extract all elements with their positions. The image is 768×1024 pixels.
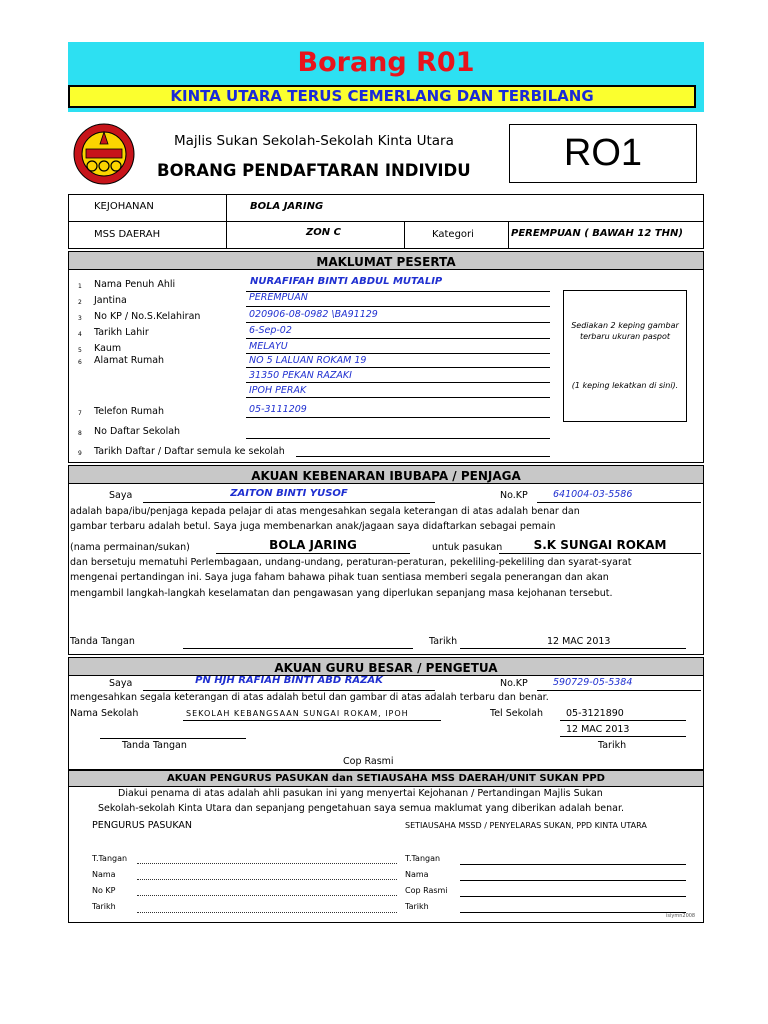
- ibubapa-statement-3: dan bersetuju mematuhi Perlembagaan, undang-undang, peraturan-peraturan, pekeliling-pekeliling dan syarat-syarat: [70, 557, 632, 568]
- ibubapa-signature-line[interactable]: [183, 648, 413, 649]
- pengurus-nokp-field[interactable]: [137, 895, 397, 896]
- ibubapa-tarikh-label: Tarikh: [429, 636, 458, 647]
- ibubapa-nokp-value[interactable]: 641004-03-5586: [553, 489, 633, 500]
- permainan-label: (nama permainan/sukan): [70, 542, 190, 553]
- field-value-kaum[interactable]: MELAYU: [249, 341, 288, 352]
- kejohanan-label: KEJOHANAN: [94, 201, 154, 212]
- cop-rasmi-label: Cop Rasmi: [343, 756, 394, 767]
- kategori-value[interactable]: PEREMPUAN ( BAWAH 12 THN): [511, 228, 683, 239]
- pengurus-statement-2: Sekolah-sekolah Kinta Utara dan sepanjang pengetahuan saya semua maklumat yang diberikan adalah benar.: [98, 803, 624, 814]
- field-label-tarikh-daftar: Tarikh Daftar / Daftar semula ke sekolah: [94, 446, 285, 457]
- pengurus-nama-label: Nama: [92, 870, 116, 879]
- gurubesar-nokp-label: No.KP: [500, 678, 528, 689]
- kategori-label: Kategori: [432, 229, 474, 240]
- field-label-jantina: Jantina: [94, 295, 127, 306]
- pasukan-value[interactable]: S.K SUNGAI ROKAM: [533, 538, 667, 552]
- field-label-telefon: Telefon Rumah: [94, 406, 165, 417]
- ibubapa-nokp-label: No.KP: [500, 490, 528, 501]
- tel-sekolah-label: Tel Sekolah: [490, 708, 544, 719]
- mss-daerah-value[interactable]: ZON C: [306, 227, 341, 238]
- field-label-nama: Nama Penuh Ahli: [94, 279, 176, 290]
- pengurus-nokp-label: No KP: [92, 886, 116, 895]
- photo-box[interactable]: [563, 290, 687, 422]
- kejohanan-value[interactable]: BOLA JARING: [250, 201, 324, 212]
- field-label-alamat: Alamat Rumah: [94, 355, 165, 366]
- field-value-alamat-2[interactable]: 31350 PEKAN RAZAKI: [249, 370, 352, 381]
- ibubapa-header: [68, 465, 704, 484]
- field-value-telefon[interactable]: 05-3111209: [249, 404, 307, 415]
- setiausaha-tarikh-label: Tarikh: [405, 902, 429, 911]
- ibubapa-statement-5: mengambil langkah-langkah keselamatan dan pengawasan yang diperlukan sepanjang masa kejohanan tersebut.: [70, 588, 613, 599]
- field-value-nokp[interactable]: 020906-08-0982 \BA91129: [249, 309, 378, 320]
- field-value-jantina[interactable]: PEREMPUAN: [249, 292, 308, 303]
- pengurus-ttangan-label: T.Tangan: [92, 854, 128, 863]
- setiausaha-cop-label: Cop Rasmi: [405, 886, 448, 895]
- maklumat-peserta-header: [68, 251, 704, 270]
- permainan-value[interactable]: BOLA JARING: [269, 538, 357, 552]
- field-label-tarikh-lahir: Tarikh Lahir: [94, 327, 149, 338]
- field-value-nama[interactable]: NURAFIFAH BINTI ABDUL MUTALIP: [250, 276, 443, 287]
- setiausaha-ttangan-field[interactable]: [460, 864, 686, 865]
- ibubapa-saya-label: Saya: [109, 490, 133, 501]
- mss-daerah-label: MSS DAERAH: [94, 229, 161, 240]
- gurubesar-tarikh-label: Tarikh: [598, 740, 627, 751]
- mss-kinta-utara-logo: [72, 122, 136, 186]
- setiausaha-tarikh-field[interactable]: [460, 912, 686, 913]
- ibubapa-statement-1: adalah bapa/ibu/penjaga kepada pelajar di atas mengesahkan segala keterangan di atas adalah benar dan: [70, 506, 580, 517]
- gurubesar-saya-label: Saya: [109, 678, 133, 689]
- gurubesar-saya-value[interactable]: PN HJH RAFIAH BINTI ABD RAZAK: [195, 675, 383, 686]
- nama-sekolah-label: Nama Sekolah: [70, 708, 139, 719]
- ibubapa-tarikh-value[interactable]: 12 MAC 2013: [547, 636, 611, 647]
- gurubesar-signature-line[interactable]: [100, 738, 246, 739]
- pengurus-heading: AKUAN PENGURUS PASUKAN dan SETIAUSAHA MSS DAERAH/UNIT SUKAN PPD: [167, 773, 605, 784]
- form-code: RO1: [563, 132, 643, 174]
- pengurus-tarikh-label: Tarikh: [92, 902, 116, 911]
- pengurus-tarikh-field[interactable]: [137, 912, 397, 913]
- photo-attach-note: (1 keping lekatkan di sini).: [571, 381, 679, 390]
- pengurus-ttangan-field[interactable]: [137, 863, 397, 864]
- ibubapa-heading: AKUAN KEBENARAN IBUBAPA / PENJAGA: [251, 469, 521, 483]
- tel-sekolah-value[interactable]: 05-3121890: [566, 708, 624, 719]
- field-label-no-daftar: No Daftar Sekolah: [94, 426, 181, 437]
- pengurus-nama-field[interactable]: [137, 879, 397, 880]
- form-footnote: isiymn2008: [666, 913, 696, 919]
- maklumat-peserta-heading: MAKLUMAT PESERTA: [316, 255, 456, 269]
- setiausaha-nama-label: Nama: [405, 870, 429, 879]
- pasukan-label: untuk pasukan: [432, 542, 503, 553]
- ibubapa-statement-4: mengenai pertandingan ini. Saya juga faham bahawa pihak tuan sentiasa memberi segala penerangan dan akan: [70, 572, 609, 583]
- field-value-alamat-3[interactable]: IPOH PERAK: [249, 385, 307, 396]
- field-value-tarikh-lahir[interactable]: 6-Sep-02: [249, 325, 292, 336]
- setiausaha-cop-field[interactable]: [460, 896, 686, 897]
- pengurus-statement-1: Diakui penama di atas adalah ahli pasukan ini yang menyertai Kejohanan / Pertandingan Majlis Sukan: [118, 788, 603, 799]
- ibubapa-tandatangan-label: Tanda Tangan: [70, 636, 135, 647]
- form-code-title: Borang R01: [297, 47, 475, 78]
- pengurus-title: PENGURUS PASUKAN: [92, 820, 193, 831]
- setiausaha-title: SETIAUSAHA MSSD / PENYELARAS SUKAN, PPD KINTA UTARA: [405, 821, 647, 830]
- photo-instruction: Sediakan 2 keping gambar terbaru ukuran paspot: [571, 321, 679, 341]
- gurubesar-heading: AKUAN GURU BESAR / PENGETUA: [274, 661, 498, 675]
- form-title: BORANG PENDAFTARAN INDIVIDU: [157, 161, 471, 180]
- pengurus-header: [68, 770, 704, 787]
- organization-name: Majlis Sukan Sekolah-Sekolah Kinta Utara: [174, 133, 454, 149]
- setiausaha-ttangan-label: T.Tangan: [405, 854, 441, 863]
- gurubesar-nokp-value[interactable]: 590729-05-5384: [553, 677, 633, 688]
- setiausaha-nama-field[interactable]: [460, 880, 686, 881]
- ibubapa-statement-2: gambar terbaru adalah betul. Saya juga membenarkan anak/jagaan saya didaftarkan sebagai pemain: [70, 521, 556, 532]
- gurubesar-statement: mengesahkan segala keterangan di atas adalah betul dan gambar di atas adalah terbaru dan benar.: [70, 692, 549, 703]
- field-label-kaum: Kaum: [94, 343, 122, 354]
- ibubapa-saya-value[interactable]: ZAITON BINTI YUSOF: [230, 488, 348, 499]
- gurubesar-header: [68, 657, 704, 676]
- motto-text: KINTA UTARA TERUS CEMERLANG DAN TERBILANG: [170, 87, 594, 105]
- field-value-alamat-1[interactable]: NO 5 LALUAN ROKAM 19: [249, 355, 367, 366]
- gurubesar-tandatangan-label: Tanda Tangan: [122, 740, 187, 751]
- nama-sekolah-value[interactable]: SEKOLAH KEBANGSAAN SUNGAI ROKAM, IPOH: [186, 709, 409, 718]
- field-label-nokp: No KP / No.S.Kelahiran: [94, 311, 201, 322]
- gurubesar-tarikh-value[interactable]: 12 MAC 2013: [566, 724, 630, 735]
